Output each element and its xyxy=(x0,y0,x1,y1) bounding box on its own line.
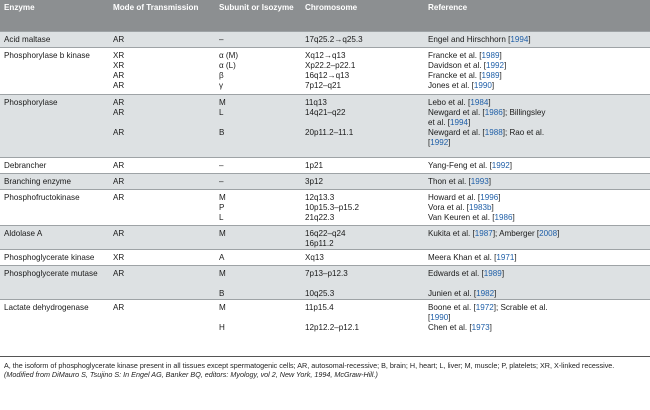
reference-line xyxy=(428,253,646,263)
reference-line xyxy=(428,51,646,61)
subunit-value: L xyxy=(219,212,224,222)
reference-text: ] xyxy=(494,288,497,298)
chromosome-value: 10q25.3 xyxy=(305,288,335,298)
reference-text: Edwards et al. [ xyxy=(428,268,484,278)
subunit-value: – xyxy=(219,160,224,170)
table-row xyxy=(0,299,650,346)
enzyme-name: Debrancher xyxy=(4,160,47,170)
subunit-value: β xyxy=(219,70,224,80)
reference-text: ]; Amberger [ xyxy=(492,228,540,238)
subunit-value xyxy=(219,313,297,323)
reference-text: ] xyxy=(501,268,505,278)
reference-line xyxy=(428,269,646,279)
subunit-value: P xyxy=(219,202,225,212)
reference-text: ] xyxy=(488,97,491,107)
reference-text: Yang-Feng et al. [ xyxy=(428,160,492,170)
reference-line xyxy=(428,35,646,45)
cell-mode xyxy=(109,173,215,189)
reference-line xyxy=(428,128,646,138)
chromosome-value: 10p15.3–p15.2 xyxy=(305,202,360,212)
reference-year-link[interactable]: 1992 xyxy=(430,137,449,147)
subunit-value: A xyxy=(219,252,225,262)
cell-reference xyxy=(424,31,650,47)
reference-year-link[interactable]: 1984 xyxy=(470,97,489,107)
cell-mode xyxy=(109,189,215,225)
mode-value: XR xyxy=(113,252,125,262)
cell-subunit xyxy=(215,173,301,189)
reference-line xyxy=(428,213,646,223)
reference-year-link[interactable]: 1994 xyxy=(450,117,469,127)
reference-text: Newgard et al. [ xyxy=(428,107,485,117)
cell-reference xyxy=(424,249,650,265)
chromosome-value xyxy=(305,313,420,323)
subunit-value: M xyxy=(219,268,226,278)
table-body xyxy=(0,31,650,346)
cell-reference xyxy=(424,189,650,225)
chromosome-value: 7p12–q21 xyxy=(305,80,342,90)
reference-year-link[interactable]: 1988 xyxy=(484,127,503,137)
cell-chromosome xyxy=(301,249,424,265)
mode-value: AR xyxy=(113,160,125,170)
enzyme-name: Branching enzyme xyxy=(4,176,72,186)
reference-line xyxy=(428,229,646,239)
subunit-value: – xyxy=(219,176,224,186)
subunit-value: M xyxy=(219,228,226,238)
reference-line xyxy=(428,71,646,81)
chromosome-value: 16p11.2 xyxy=(305,238,334,248)
reference-text: Van Keuren et al. [ xyxy=(428,212,495,222)
chromosome-value: 12p12.2–p12.1 xyxy=(305,322,360,332)
reference-line xyxy=(428,81,646,91)
enzyme-name: Aldolase A xyxy=(4,228,43,238)
enzyme-name: Phosphorylase xyxy=(4,97,58,107)
mode-value: AR xyxy=(113,70,125,80)
reference-year-link[interactable]: 1989 xyxy=(483,268,502,278)
cell-mode xyxy=(109,249,215,265)
chromosome-value: Xp22.2–p22.1 xyxy=(305,60,356,70)
header-row xyxy=(0,0,650,31)
enzyme-name: Acid maltase xyxy=(4,34,51,44)
table-row xyxy=(0,265,650,299)
cell-chromosome xyxy=(301,189,424,225)
reference-text: ] xyxy=(448,137,451,147)
reference-year-link[interactable]: 1972 xyxy=(475,302,494,312)
subunit-value: M xyxy=(219,302,226,312)
subunit-value: M xyxy=(219,192,226,202)
cell-subunit xyxy=(215,31,301,47)
table-footnote xyxy=(0,356,650,379)
reference-text: Francke et al. [ xyxy=(428,50,482,60)
reference-text: ] xyxy=(499,50,502,60)
table-row xyxy=(0,189,650,225)
reference-year-link[interactable]: 1990 xyxy=(473,80,492,90)
mode-value: AR xyxy=(113,268,125,278)
mode-value: AR xyxy=(113,34,125,44)
mode-value: AR xyxy=(113,127,125,137)
subunit-value: L xyxy=(219,107,224,117)
cell-enzyme xyxy=(0,225,109,249)
reference-line xyxy=(428,323,646,333)
footnote-abbreviations: A, the isoform of phosphoglycerate kinase present in all tissues except spermatogenic cells; AR, autosomal-recessive; B, brain; H, heart; L, liver; M, muscle; P, platelets; XR, X-linked recessive. xyxy=(4,361,615,370)
reference-year-link[interactable]: 1992 xyxy=(486,60,505,70)
reference-year-link[interactable]: 1992 xyxy=(491,160,510,170)
cell-reference xyxy=(424,225,650,249)
reference-year-link[interactable]: 1990 xyxy=(430,312,449,322)
chromosome-value: 20p11.2–11.1 xyxy=(305,127,354,137)
cell-chromosome xyxy=(301,94,424,157)
cell-mode xyxy=(109,157,215,173)
reference-line xyxy=(428,289,646,299)
cell-subunit xyxy=(215,265,301,299)
mode-value xyxy=(113,279,211,289)
cell-reference xyxy=(424,157,650,173)
mode-value: AR xyxy=(113,228,125,238)
reference-text: [ xyxy=(428,312,431,322)
reference-year-link[interactable]: 1982 xyxy=(476,288,495,298)
cell-reference xyxy=(424,299,650,346)
reference-text: Lebo et al. [ xyxy=(428,97,471,107)
footnote-source: (Modified from DiMauro S, Tsujino S: In Engel AG, Banker BQ, editors: Myology, vol 2, New York, 1994, McGraw-Hill.) xyxy=(4,370,378,379)
reference-text: Vora et al. [ xyxy=(428,202,469,212)
reference-year-link[interactable]: 2008 xyxy=(539,228,558,238)
reference-year-link[interactable]: 1989 xyxy=(481,50,500,60)
reference-text: Chen et al. [ xyxy=(428,322,472,332)
cell-enzyme xyxy=(0,47,109,94)
reference-year-link[interactable]: 1986 xyxy=(494,212,513,222)
reference-year-link[interactable]: 1989 xyxy=(481,70,500,80)
mode-value: XR xyxy=(113,50,125,60)
cell-reference xyxy=(424,47,650,94)
chromosome-value: 11q13 xyxy=(305,97,327,107)
subunit-value: α (L) xyxy=(219,60,236,70)
mode-value: AR xyxy=(113,192,125,202)
reference-year-link[interactable]: 1973 xyxy=(471,322,490,332)
cell-mode xyxy=(109,225,215,249)
subunit-value: B xyxy=(219,127,225,137)
reference-text: ] xyxy=(448,312,451,322)
reference-text: Meera Khan et al. [ xyxy=(428,252,497,262)
cell-subunit xyxy=(215,94,301,157)
subunit-value xyxy=(219,279,297,289)
chromosome-value: 21q22.3 xyxy=(305,212,335,222)
chromosome-value: 14q21–q22 xyxy=(305,107,346,117)
cell-subunit xyxy=(215,47,301,94)
reference-line xyxy=(428,203,646,213)
enzyme-name: Phosphofructokinase xyxy=(4,192,80,202)
reference-text: ] xyxy=(504,60,507,70)
reference-line xyxy=(428,138,646,148)
chromosome-value: 11p15.4 xyxy=(305,302,334,312)
reference-line xyxy=(428,61,646,71)
reference-text: Boone et al. [ xyxy=(428,302,476,312)
cell-enzyme xyxy=(0,94,109,157)
chromosome-value: 1p21 xyxy=(305,160,324,170)
mode-value: AR xyxy=(113,80,125,90)
reference-text: ]; Rao et al. xyxy=(502,127,545,137)
reference-year-link[interactable]: 1994 xyxy=(510,34,529,44)
reference-year-link[interactable]: 1987 xyxy=(474,228,493,238)
table-row xyxy=(0,225,650,249)
chromosome-value xyxy=(305,279,420,289)
reference-text: Francke et al. [ xyxy=(428,70,482,80)
reference-line xyxy=(428,279,646,289)
header-subunit: Subunit or Isozyme xyxy=(215,0,301,31)
mode-value xyxy=(113,289,211,299)
chromosome-value: 3p12 xyxy=(305,176,324,186)
chromosome-value: 17q25.2→q25.3 xyxy=(305,34,363,44)
cell-mode xyxy=(109,299,215,346)
reference-line xyxy=(428,98,646,108)
cell-subunit xyxy=(215,189,301,225)
cell-chromosome xyxy=(301,299,424,346)
subunit-value xyxy=(219,118,297,128)
reference-text: ] xyxy=(498,192,501,202)
reference-text: ]; Scrable et al. xyxy=(493,302,548,312)
reference-line xyxy=(428,108,646,118)
table-row xyxy=(0,249,650,265)
reference-text: ] xyxy=(528,34,531,44)
chromosome-value: 12q13.3 xyxy=(305,192,335,202)
cell-reference xyxy=(424,173,650,189)
reference-line xyxy=(428,118,646,128)
chromosome-value: Xq13 xyxy=(305,252,324,262)
reference-line xyxy=(428,313,646,323)
header-reference: Reference xyxy=(424,0,650,31)
chromosome-value: 7p13–p12.3 xyxy=(305,268,348,278)
cell-chromosome xyxy=(301,47,424,94)
reference-year-link[interactable]: 1986 xyxy=(484,107,503,117)
reference-text: ]; Billingsley xyxy=(502,107,546,117)
cell-mode xyxy=(109,31,215,47)
cell-subunit xyxy=(215,225,301,249)
subunit-value: – xyxy=(219,34,224,44)
reference-text: [ xyxy=(428,137,431,147)
cell-enzyme xyxy=(0,265,109,299)
reference-line xyxy=(428,193,646,203)
subunit-value: γ xyxy=(219,80,224,90)
cell-subunit xyxy=(215,157,301,173)
reference-text: ] xyxy=(489,322,492,332)
reference-text: et al. [ xyxy=(428,117,451,127)
reference-text: Junien et al. [ xyxy=(428,288,477,298)
reference-text: ] xyxy=(491,80,495,90)
reference-text: ] xyxy=(509,160,513,170)
cell-enzyme xyxy=(0,299,109,346)
cell-mode xyxy=(109,265,215,299)
chromosome-value: 16q12→q13 xyxy=(305,70,350,80)
subunit-value: H xyxy=(219,322,225,332)
chromosome-value xyxy=(305,118,420,128)
enzyme-name: Phosphorylase b kinase xyxy=(4,50,90,60)
reference-text: ] xyxy=(468,117,471,127)
enzyme-name: Lactate dehydrogenase xyxy=(4,302,89,312)
cell-subunit xyxy=(215,249,301,265)
reference-text: ] xyxy=(488,176,492,186)
mode-value: AR xyxy=(113,302,125,312)
reference-text: Thon et al. [ xyxy=(428,176,471,186)
mode-value: XR xyxy=(113,60,125,70)
cell-reference xyxy=(424,94,650,157)
cell-mode xyxy=(109,47,215,94)
reference-text: ] xyxy=(514,252,517,262)
table-row xyxy=(0,173,650,189)
header-enzyme: Enzyme xyxy=(0,0,109,31)
mode-value: AR xyxy=(113,176,125,186)
table-row xyxy=(0,157,650,173)
reference-text: ] xyxy=(557,228,560,238)
cell-enzyme xyxy=(0,249,109,265)
table-row xyxy=(0,31,650,47)
mode-value: AR xyxy=(113,97,125,107)
mode-value: AR xyxy=(113,107,125,117)
reference-text: Newgard et al. [ xyxy=(428,127,485,137)
cell-subunit xyxy=(215,299,301,346)
subunit-value: B xyxy=(219,288,225,298)
reference-year-link[interactable]: 1983b xyxy=(468,202,492,212)
mode-value xyxy=(113,118,211,128)
subunit-value: α (M) xyxy=(219,50,239,60)
cell-chromosome xyxy=(301,157,424,173)
cell-chromosome xyxy=(301,31,424,47)
enzyme-name: Phosphoglycerate mutase xyxy=(4,268,98,278)
chromosome-value: Xq12→q13 xyxy=(305,50,346,60)
subunit-value: M xyxy=(219,97,226,107)
cell-enzyme xyxy=(0,189,109,225)
reference-line xyxy=(428,303,646,313)
cell-mode xyxy=(109,94,215,157)
reference-text: Davidson et al. [ xyxy=(428,60,487,70)
reference-text: Engel and Hirschhorn [ xyxy=(428,34,511,44)
reference-text: Kukita et al. [ xyxy=(428,228,475,238)
enzyme-name: Phosphoglycerate kinase xyxy=(4,252,95,262)
reference-text: ] xyxy=(491,202,494,212)
reference-year-link[interactable]: 1971 xyxy=(496,252,515,262)
table-row xyxy=(0,47,650,94)
cell-chromosome xyxy=(301,225,424,249)
reference-text: Howard et al. [ xyxy=(428,192,481,202)
cell-enzyme xyxy=(0,173,109,189)
reference-text: ] xyxy=(499,70,502,80)
header-mode: Mode of Transmission xyxy=(109,0,215,31)
cell-reference xyxy=(424,265,650,299)
header-chromosome: Chromosome xyxy=(301,0,424,31)
table-row xyxy=(0,94,650,157)
reference-text: ] xyxy=(512,212,515,222)
cell-chromosome xyxy=(301,173,424,189)
chromosome-value: 16q22–q24 xyxy=(305,228,346,238)
reference-year-link[interactable]: 1996 xyxy=(480,192,499,202)
cell-chromosome xyxy=(301,265,424,299)
reference-line xyxy=(428,177,646,187)
cell-enzyme xyxy=(0,31,109,47)
reference-text: Jones et al. [ xyxy=(428,80,474,90)
reference-year-link[interactable]: 1993 xyxy=(470,176,489,186)
reference-line xyxy=(428,161,646,171)
cell-enzyme xyxy=(0,157,109,173)
